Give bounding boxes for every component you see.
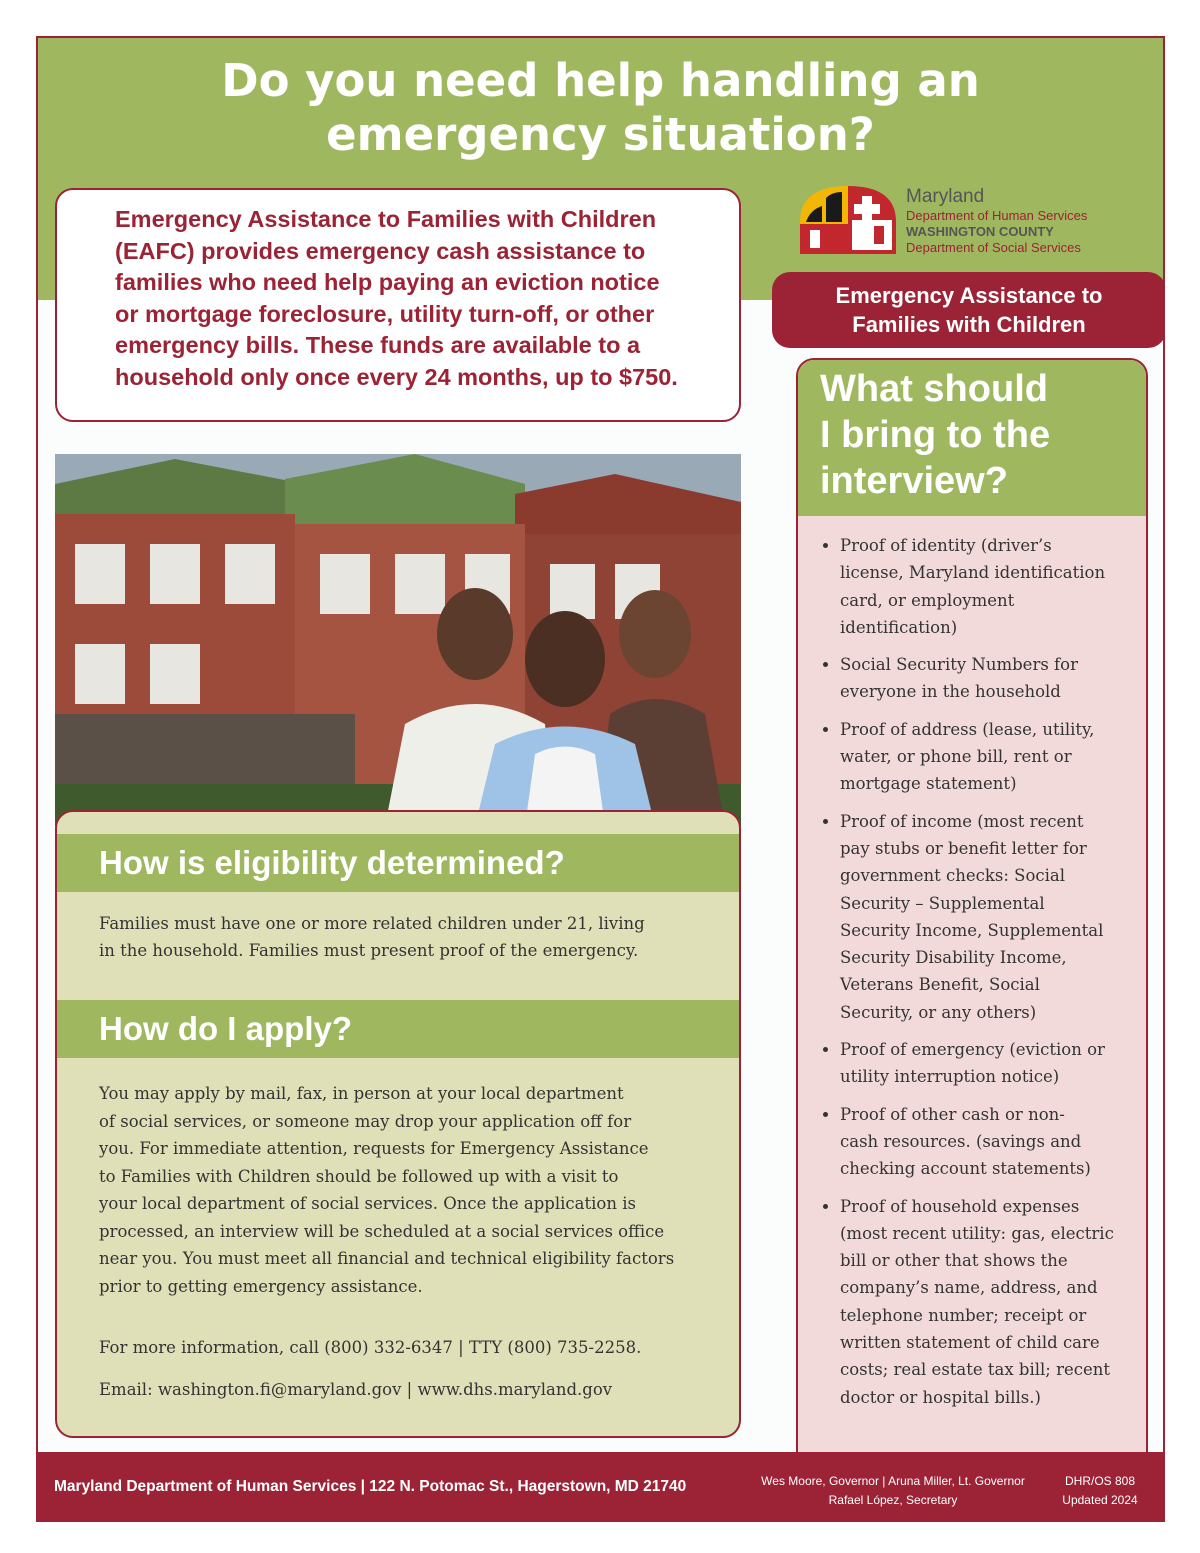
form-id: DHR/OS 808 xyxy=(1064,1474,1136,1488)
list-item-line: costs; real estate tax bill; recent xyxy=(840,1360,1111,1380)
list-item xyxy=(840,808,1148,1026)
list-item-line: • Proof of household expenses xyxy=(840,1196,1080,1216)
list-item-line: • Proof of emergency (eviction or xyxy=(840,1040,1105,1060)
list-item-line: card, or employment xyxy=(840,590,1015,610)
family-photo-illustration xyxy=(55,454,741,826)
footer-officials-line-2: Rafael López, Secretary xyxy=(828,1493,958,1507)
list-item-line: • Proof of other cash or non- xyxy=(840,1104,1065,1124)
intro-line: (EAFC) provides emergency cash assistance to xyxy=(115,237,646,264)
family-photo xyxy=(55,454,741,826)
apply-line: processed, an interview will be scheduled at a social services office xyxy=(99,1221,665,1241)
apply-line: you. For immediate attention, requests for Emergency Assistance xyxy=(99,1139,649,1158)
list-item xyxy=(840,1036,1148,1091)
list-item-line: mortgage statement) xyxy=(840,774,1017,794)
list-item-line: utility interruption notice) xyxy=(840,1067,1060,1087)
footer-form-info xyxy=(1050,1472,1150,1510)
logo-county: WASHINGTON COUNTY xyxy=(906,224,1054,239)
list-item-line: cash resources. (savings and xyxy=(840,1131,1082,1151)
apply-line: of social services, or someone may drop your application off for xyxy=(99,1111,632,1131)
program-title-line-2: Families with Children xyxy=(852,312,1086,337)
what-to-bring-list xyxy=(820,532,1148,1421)
logo-dss: Department of Social Services xyxy=(906,240,1081,255)
maryland-flag-icon xyxy=(796,182,900,254)
program-title-line-1: Emergency Assistance to xyxy=(835,283,1103,308)
apply-heading: How do I apply? xyxy=(57,1000,739,1058)
eligibility-apply-panel xyxy=(55,810,741,1438)
footer-address: Maryland Department of Human Services | 122 N. Potomac St., Hagerstown, MD 21740 xyxy=(54,1478,687,1495)
headline-line-1: Do you need help handling an xyxy=(221,54,980,107)
logo-text xyxy=(906,186,1087,256)
intro-line: families who need help paying an eviction notice xyxy=(115,269,660,295)
heading-line: interview? xyxy=(820,460,1008,502)
flyer-page xyxy=(36,36,1165,1522)
maryland-dhs-logo xyxy=(796,182,1156,262)
list-item-line: written statement of child care xyxy=(840,1333,1100,1353)
heading-line: What should xyxy=(820,368,1048,410)
intro-line: household only once every 24 months, up to $750. xyxy=(115,363,678,390)
list-item-line: telephone number; receipt or xyxy=(840,1305,1087,1325)
list-item-line: • Proof of identity (driver’s xyxy=(840,536,1052,555)
program-title xyxy=(772,272,1165,348)
list-item xyxy=(840,651,1148,706)
list-item-line: (most recent utility: gas, electric xyxy=(840,1223,1114,1243)
list-item-line: government checks: Social xyxy=(840,866,1066,886)
eligibility-text xyxy=(99,910,699,964)
list-item-line: bill or other that shows the xyxy=(840,1251,1068,1271)
what-to-bring-heading xyxy=(798,360,1146,516)
list-item-line: • Social Security Numbers for xyxy=(840,655,1078,675)
intro-line: or mortgage foreclosure, utility turn-off, or other xyxy=(115,300,655,327)
apply-line: your local department of social services. Once the application is xyxy=(99,1194,636,1213)
list-item-line: checking account statements) xyxy=(840,1159,1091,1179)
intro-line: Emergency Assistance to Families with Children xyxy=(115,206,657,232)
headline-line-2: emergency situation? xyxy=(326,108,875,161)
apply-line: prior to getting emergency assistance. xyxy=(99,1276,423,1296)
phone-line: For more information, call (800) 332-6347 | TTY (800) 735-2258. xyxy=(99,1338,642,1357)
list-item-line: Security Disability Income, xyxy=(840,948,1067,968)
apply-line: to Families with Children should be followed up with a visit to xyxy=(99,1166,619,1186)
eligibility-heading: How is eligibility determined? xyxy=(57,834,739,892)
heading-line: I bring to the xyxy=(820,414,1051,456)
list-item-line: everyone in the household xyxy=(840,682,1061,702)
intro-box xyxy=(55,188,741,422)
list-item-line: license, Maryland identification xyxy=(840,563,1106,583)
logo-maryland: Maryland xyxy=(906,186,985,207)
list-item xyxy=(840,532,1148,641)
list-item-line: water, or phone bill, rent or xyxy=(840,747,1072,767)
list-item-line: identification) xyxy=(840,617,958,637)
apply-line: You may apply by mail, fax, in person at your local department xyxy=(99,1084,624,1103)
headline xyxy=(38,54,1163,162)
logo-dhs: Department of Human Services xyxy=(906,208,1088,223)
list-item xyxy=(840,716,1148,798)
eligibility-line: Families must have one or more related children under 21, living xyxy=(99,914,645,933)
apply-text xyxy=(99,1080,719,1300)
footer-officials xyxy=(738,1472,1048,1510)
footer xyxy=(38,1452,1163,1522)
list-item-line: Security – Supplemental xyxy=(840,893,1045,913)
footer-officials-line-1: Wes Moore, Governor | Aruna Miller, Lt. Governor xyxy=(761,1474,1025,1488)
apply-line: near you. You must meet all financial and technical eligibility factors xyxy=(99,1249,675,1268)
list-item-line: doctor or hospital bills.) xyxy=(840,1387,1041,1407)
list-item-line: Security Income, Supplemental xyxy=(840,920,1104,940)
what-to-bring-box xyxy=(796,358,1148,1486)
list-item xyxy=(840,1193,1148,1411)
email-line[interactable]: Email: washington.fi@maryland.gov | www.dhs.maryland.gov xyxy=(99,1380,613,1399)
eligibility-line: in the household. Families must present proof of the emergency. xyxy=(99,941,639,960)
list-item-line: company’s name, address, and xyxy=(840,1278,1098,1298)
list-item-line: Security, or any others) xyxy=(840,1002,1037,1022)
list-item-line: pay stubs or benefit letter for xyxy=(840,838,1087,858)
list-item-line: • Proof of address (lease, utility, xyxy=(840,719,1095,739)
intro-line: emergency bills. These funds are available to a xyxy=(115,332,641,358)
list-item-line: Veterans Benefit, Social xyxy=(840,975,1040,995)
form-updated: Updated 2024 xyxy=(1062,1493,1138,1507)
list-item xyxy=(840,1101,1148,1183)
list-item-line: • Proof of income (most recent xyxy=(840,811,1084,831)
